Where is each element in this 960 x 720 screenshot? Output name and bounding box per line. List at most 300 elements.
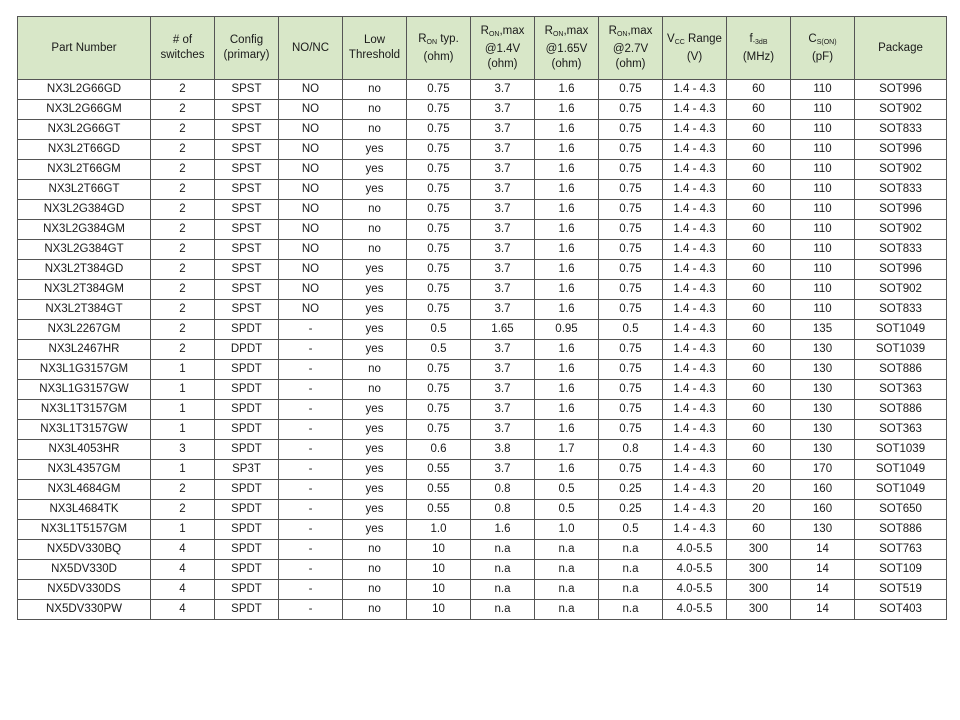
cell-low-threshold: no: [343, 600, 407, 620]
cell-nonc: NO: [279, 280, 343, 300]
cell-ron-max-1v65: 0.5: [535, 500, 599, 520]
cell-vcc-range: 1.4 - 4.3: [663, 260, 727, 280]
cell-cs-on: 130: [791, 520, 855, 540]
cell-package: SOT1049: [855, 480, 947, 500]
cell-cs-on: 110: [791, 80, 855, 100]
cell-ron-typ: 0.75: [407, 140, 471, 160]
table-row: [18, 260, 947, 280]
cell-ron-max-2v7: 0.75: [599, 140, 663, 160]
cell-package: SOT763: [855, 540, 947, 560]
cell-ron-max-1v65: 1.6: [535, 140, 599, 160]
cell-ron-max-2v7: 0.75: [599, 280, 663, 300]
cell-config: SPDT: [215, 580, 279, 600]
table-row: [18, 220, 947, 240]
cell-f3db: 60: [727, 520, 791, 540]
cell-low-threshold: no: [343, 80, 407, 100]
cell-ron-typ: 0.75: [407, 240, 471, 260]
cell-vcc-range: 1.4 - 4.3: [663, 340, 727, 360]
cell-f3db: 300: [727, 560, 791, 580]
cell-part-number: NX3L4357GM: [18, 460, 151, 480]
cell-ron-max-2v7: 0.75: [599, 160, 663, 180]
cell-cs-on: 110: [791, 300, 855, 320]
cell-package: SOT1039: [855, 440, 947, 460]
cell-vcc-range: 1.4 - 4.3: [663, 480, 727, 500]
cell-ron-max-1v4: 3.7: [471, 400, 535, 420]
cell-ron-max-2v7: 0.75: [599, 380, 663, 400]
cell-config: SPDT: [215, 440, 279, 460]
cell-ron-max-2v7: 0.75: [599, 220, 663, 240]
cell-cs-on: 14: [791, 580, 855, 600]
header-nonc: NO/NC: [279, 17, 343, 80]
cell-part-number: NX3L1G3157GM: [18, 360, 151, 380]
cell-nonc: -: [279, 380, 343, 400]
cell-ron-max-1v4: 3.7: [471, 280, 535, 300]
cell-package: SOT1039: [855, 340, 947, 360]
cell-ron-max-1v4: 3.7: [471, 100, 535, 120]
cell-ron-max-2v7: 0.75: [599, 80, 663, 100]
cell-ron-max-1v65: 1.6: [535, 240, 599, 260]
cell-switches: 2: [151, 240, 215, 260]
cell-ron-max-1v4: 1.65: [471, 320, 535, 340]
cell-ron-max-1v65: 1.6: [535, 400, 599, 420]
cell-low-threshold: yes: [343, 500, 407, 520]
cell-ron-typ: 0.75: [407, 80, 471, 100]
cell-ron-max-1v65: 1.6: [535, 80, 599, 100]
cell-ron-max-1v4: 3.7: [471, 460, 535, 480]
cell-part-number: NX3L1T5157GM: [18, 520, 151, 540]
cell-vcc-range: 1.4 - 4.3: [663, 420, 727, 440]
cell-low-threshold: no: [343, 580, 407, 600]
cell-part-number: NX3L4684GM: [18, 480, 151, 500]
table-row: [18, 380, 947, 400]
cell-ron-typ: 0.75: [407, 220, 471, 240]
cell-package: SOT833: [855, 180, 947, 200]
cell-cs-on: 110: [791, 240, 855, 260]
cell-cs-on: 130: [791, 360, 855, 380]
cell-vcc-range: 4.0-5.5: [663, 540, 727, 560]
cell-package: SOT886: [855, 360, 947, 380]
cell-switches: 1: [151, 400, 215, 420]
cell-ron-max-1v4: 3.7: [471, 360, 535, 380]
cell-nonc: -: [279, 400, 343, 420]
cell-ron-typ: 0.75: [407, 200, 471, 220]
cell-low-threshold: yes: [343, 300, 407, 320]
cell-part-number: NX3L1T3157GM: [18, 400, 151, 420]
cell-ron-max-1v65: 1.6: [535, 460, 599, 480]
cell-nonc: -: [279, 360, 343, 380]
cell-nonc: NO: [279, 140, 343, 160]
cell-ron-max-2v7: 0.75: [599, 180, 663, 200]
cell-switches: 2: [151, 500, 215, 520]
cell-config: SPDT: [215, 360, 279, 380]
cell-ron-max-1v4: n.a: [471, 580, 535, 600]
table-row: [18, 520, 947, 540]
cell-ron-max-2v7: 0.5: [599, 320, 663, 340]
cell-cs-on: 130: [791, 400, 855, 420]
cell-ron-max-1v4: n.a: [471, 600, 535, 620]
cell-low-threshold: no: [343, 200, 407, 220]
cell-nonc: NO: [279, 80, 343, 100]
cell-ron-max-2v7: 0.25: [599, 480, 663, 500]
cell-ron-typ: 10: [407, 540, 471, 560]
header-ron-max-2v7: $R_{ON},\max$ @2.7V (ohm): [599, 17, 663, 80]
cell-switches: 2: [151, 280, 215, 300]
cell-config: SPDT: [215, 560, 279, 580]
cell-part-number: NX5DV330D: [18, 560, 151, 580]
cell-nonc: NO: [279, 300, 343, 320]
cell-ron-max-1v4: 0.8: [471, 500, 535, 520]
header-package: Package: [855, 17, 947, 80]
header-ron-max-1v65: $R_{ON},\max$ @1.65V (ohm): [535, 17, 599, 80]
cell-ron-max-1v4: 1.6: [471, 520, 535, 540]
header-config: Config (primary): [215, 17, 279, 80]
cell-switches: 2: [151, 340, 215, 360]
cell-cs-on: 110: [791, 280, 855, 300]
cell-ron-typ: 0.55: [407, 480, 471, 500]
cell-f3db: 60: [727, 140, 791, 160]
cell-part-number: NX5DV330DS: [18, 580, 151, 600]
cell-switches: 2: [151, 80, 215, 100]
cell-cs-on: 135: [791, 320, 855, 340]
cell-ron-max-2v7: 0.75: [599, 420, 663, 440]
cell-ron-typ: 0.75: [407, 260, 471, 280]
cell-config: SPDT: [215, 320, 279, 340]
cell-ron-max-1v4: 3.7: [471, 240, 535, 260]
table-row: [18, 300, 947, 320]
cell-low-threshold: yes: [343, 160, 407, 180]
cell-ron-max-2v7: n.a: [599, 540, 663, 560]
cell-vcc-range: 1.4 - 4.3: [663, 300, 727, 320]
cell-ron-max-1v4: 3.7: [471, 380, 535, 400]
cell-nonc: -: [279, 320, 343, 340]
cell-low-threshold: no: [343, 100, 407, 120]
cell-nonc: -: [279, 600, 343, 620]
cell-vcc-range: 1.4 - 4.3: [663, 460, 727, 480]
cell-config: DPDT: [215, 340, 279, 360]
cell-low-threshold: yes: [343, 480, 407, 500]
cell-package: SOT902: [855, 220, 947, 240]
cell-switches: 2: [151, 200, 215, 220]
cell-package: SOT363: [855, 420, 947, 440]
cell-nonc: NO: [279, 120, 343, 140]
table-row: [18, 360, 947, 380]
cell-part-number: NX3L1T3157GW: [18, 420, 151, 440]
cell-package: SOT109: [855, 560, 947, 580]
cell-package: SOT650: [855, 500, 947, 520]
cell-config: SPST: [215, 200, 279, 220]
cell-ron-max-2v7: 0.75: [599, 460, 663, 480]
cell-ron-typ: 0.75: [407, 100, 471, 120]
header-cs-on: $C_{S(ON)}$ (pF): [791, 17, 855, 80]
cell-nonc: -: [279, 440, 343, 460]
cell-vcc-range: 1.4 - 4.3: [663, 500, 727, 520]
cell-low-threshold: yes: [343, 320, 407, 340]
cell-low-threshold: yes: [343, 520, 407, 540]
cell-ron-max-2v7: 0.75: [599, 200, 663, 220]
cell-ron-max-1v65: 1.6: [535, 300, 599, 320]
cell-ron-max-1v65: n.a: [535, 580, 599, 600]
table-row: [18, 580, 947, 600]
cell-config: SPST: [215, 180, 279, 200]
cell-switches: 2: [151, 220, 215, 240]
cell-vcc-range: 1.4 - 4.3: [663, 160, 727, 180]
cell-f3db: 60: [727, 420, 791, 440]
cell-cs-on: 130: [791, 440, 855, 460]
cell-part-number: NX3L2G66GM: [18, 100, 151, 120]
cell-switches: 2: [151, 120, 215, 140]
cell-ron-max-1v4: 3.7: [471, 200, 535, 220]
cell-ron-max-2v7: 0.5: [599, 520, 663, 540]
cell-nonc: NO: [279, 180, 343, 200]
cell-low-threshold: no: [343, 560, 407, 580]
cell-ron-max-1v4: 3.7: [471, 340, 535, 360]
cell-f3db: 60: [727, 460, 791, 480]
cell-f3db: 60: [727, 100, 791, 120]
cell-vcc-range: 1.4 - 4.3: [663, 400, 727, 420]
cell-ron-max-1v65: 1.0: [535, 520, 599, 540]
cell-package: SOT1049: [855, 460, 947, 480]
cell-nonc: -: [279, 540, 343, 560]
cell-package: SOT902: [855, 100, 947, 120]
cell-low-threshold: no: [343, 240, 407, 260]
cell-package: SOT833: [855, 300, 947, 320]
cell-switches: 1: [151, 520, 215, 540]
cell-part-number: NX3L2T384GM: [18, 280, 151, 300]
cell-low-threshold: yes: [343, 460, 407, 480]
cell-ron-typ: 0.75: [407, 180, 471, 200]
cell-ron-typ: 10: [407, 600, 471, 620]
cell-part-number: NX5DV330PW: [18, 600, 151, 620]
cell-ron-max-1v4: 3.7: [471, 220, 535, 240]
cell-vcc-range: 4.0-5.5: [663, 580, 727, 600]
cell-config: SPST: [215, 100, 279, 120]
cell-cs-on: 110: [791, 200, 855, 220]
cell-switches: 2: [151, 140, 215, 160]
cell-config: SPDT: [215, 600, 279, 620]
cell-f3db: 60: [727, 280, 791, 300]
table-row: [18, 80, 947, 100]
cell-nonc: -: [279, 480, 343, 500]
cell-package: SOT363: [855, 380, 947, 400]
cell-cs-on: 110: [791, 140, 855, 160]
cell-f3db: 60: [727, 240, 791, 260]
cell-ron-typ: 0.5: [407, 340, 471, 360]
cell-f3db: 60: [727, 300, 791, 320]
cell-f3db: 60: [727, 260, 791, 280]
cell-ron-typ: 10: [407, 580, 471, 600]
cell-ron-max-2v7: 0.75: [599, 100, 663, 120]
cell-vcc-range: 1.4 - 4.3: [663, 180, 727, 200]
cell-low-threshold: no: [343, 220, 407, 240]
cell-ron-max-1v65: 1.6: [535, 360, 599, 380]
cell-ron-max-1v4: n.a: [471, 560, 535, 580]
cell-package: SOT519: [855, 580, 947, 600]
cell-ron-typ: 0.75: [407, 420, 471, 440]
cell-package: SOT833: [855, 240, 947, 260]
cell-ron-max-1v65: 1.6: [535, 160, 599, 180]
cell-ron-max-1v4: 3.7: [471, 180, 535, 200]
cell-ron-max-2v7: 0.75: [599, 340, 663, 360]
cell-low-threshold: yes: [343, 260, 407, 280]
table-row: [18, 280, 947, 300]
cell-ron-max-1v4: 3.7: [471, 140, 535, 160]
cell-vcc-range: 1.4 - 4.3: [663, 440, 727, 460]
cell-vcc-range: 1.4 - 4.3: [663, 200, 727, 220]
cell-switches: 4: [151, 580, 215, 600]
cell-nonc: -: [279, 520, 343, 540]
cell-ron-max-1v4: 3.7: [471, 80, 535, 100]
cell-ron-max-2v7: 0.75: [599, 260, 663, 280]
cell-low-threshold: yes: [343, 180, 407, 200]
cell-f3db: 60: [727, 320, 791, 340]
cell-nonc: NO: [279, 160, 343, 180]
cell-vcc-range: 4.0-5.5: [663, 600, 727, 620]
cell-ron-max-1v65: 1.7: [535, 440, 599, 460]
cell-f3db: 60: [727, 160, 791, 180]
table-body: [18, 80, 947, 620]
switch-spec-table: [17, 16, 947, 620]
cell-vcc-range: 1.4 - 4.3: [663, 520, 727, 540]
cell-vcc-range: 1.4 - 4.3: [663, 220, 727, 240]
cell-f3db: 60: [727, 340, 791, 360]
cell-ron-max-1v4: 3.7: [471, 260, 535, 280]
cell-low-threshold: yes: [343, 340, 407, 360]
cell-package: SOT996: [855, 200, 947, 220]
cell-part-number: NX3L2G66GT: [18, 120, 151, 140]
cell-config: SPST: [215, 140, 279, 160]
cell-low-threshold: yes: [343, 140, 407, 160]
cell-vcc-range: 4.0-5.5: [663, 560, 727, 580]
cell-cs-on: 110: [791, 160, 855, 180]
cell-ron-max-2v7: n.a: [599, 580, 663, 600]
table-row: [18, 200, 947, 220]
cell-low-threshold: yes: [343, 420, 407, 440]
cell-ron-max-1v4: 3.7: [471, 300, 535, 320]
cell-switches: 2: [151, 260, 215, 280]
header-row: [18, 17, 947, 80]
cell-part-number: NX5DV330BQ: [18, 540, 151, 560]
cell-switches: 1: [151, 460, 215, 480]
table-row: [18, 460, 947, 480]
cell-low-threshold: yes: [343, 400, 407, 420]
cell-vcc-range: 1.4 - 4.3: [663, 100, 727, 120]
cell-cs-on: 170: [791, 460, 855, 480]
cell-config: SPST: [215, 280, 279, 300]
cell-ron-max-1v65: 1.6: [535, 100, 599, 120]
cell-vcc-range: 1.4 - 4.3: [663, 140, 727, 160]
table-row: [18, 160, 947, 180]
cell-nonc: -: [279, 500, 343, 520]
cell-nonc: -: [279, 460, 343, 480]
cell-ron-max-2v7: n.a: [599, 560, 663, 580]
table-row: [18, 600, 947, 620]
cell-config: SPST: [215, 220, 279, 240]
cell-f3db: 300: [727, 540, 791, 560]
cell-cs-on: 110: [791, 180, 855, 200]
cell-f3db: 20: [727, 480, 791, 500]
cell-ron-max-1v4: n.a: [471, 540, 535, 560]
cell-ron-max-1v65: 1.6: [535, 260, 599, 280]
cell-ron-typ: 0.75: [407, 160, 471, 180]
cell-f3db: 60: [727, 200, 791, 220]
cell-ron-max-1v65: 1.6: [535, 420, 599, 440]
cell-switches: 4: [151, 560, 215, 580]
cell-nonc: NO: [279, 100, 343, 120]
cell-config: SPST: [215, 240, 279, 260]
cell-config: SPDT: [215, 520, 279, 540]
cell-switches: 2: [151, 480, 215, 500]
cell-ron-max-2v7: n.a: [599, 600, 663, 620]
header-part-number: Part Number: [18, 17, 151, 80]
cell-cs-on: 130: [791, 420, 855, 440]
cell-part-number: NX3L2T66GD: [18, 140, 151, 160]
cell-switches: 1: [151, 420, 215, 440]
cell-ron-max-1v4: 3.8: [471, 440, 535, 460]
cell-config: SPDT: [215, 540, 279, 560]
cell-ron-max-1v65: 1.6: [535, 200, 599, 220]
cell-vcc-range: 1.4 - 4.3: [663, 320, 727, 340]
cell-nonc: NO: [279, 220, 343, 240]
cell-switches: 4: [151, 540, 215, 560]
header-f3db: $f_{-3dB}$ (MHz): [727, 17, 791, 80]
cell-vcc-range: 1.4 - 4.3: [663, 360, 727, 380]
table-row: [18, 560, 947, 580]
cell-package: SOT886: [855, 520, 947, 540]
cell-config: SPST: [215, 120, 279, 140]
cell-f3db: 300: [727, 600, 791, 620]
cell-f3db: 300: [727, 580, 791, 600]
cell-package: SOT902: [855, 160, 947, 180]
cell-ron-typ: 0.75: [407, 360, 471, 380]
cell-f3db: 60: [727, 360, 791, 380]
table-row: [18, 320, 947, 340]
cell-ron-max-1v4: 3.7: [471, 160, 535, 180]
cell-part-number: NX3L4684TK: [18, 500, 151, 520]
cell-cs-on: 14: [791, 600, 855, 620]
cell-switches: 3: [151, 440, 215, 460]
header-ron-max-1v4: $R_{ON},\max$ @1.4V (ohm): [471, 17, 535, 80]
cell-part-number: NX3L1G3157GW: [18, 380, 151, 400]
cell-package: SOT902: [855, 280, 947, 300]
cell-config: SPDT: [215, 500, 279, 520]
cell-part-number: NX3L2G384GT: [18, 240, 151, 260]
cell-package: SOT996: [855, 80, 947, 100]
cell-ron-max-1v65: 1.6: [535, 220, 599, 240]
cell-f3db: 60: [727, 440, 791, 460]
cell-ron-typ: 0.75: [407, 280, 471, 300]
cell-f3db: 60: [727, 380, 791, 400]
cell-ron-max-1v65: 0.95: [535, 320, 599, 340]
cell-part-number: NX3L2467HR: [18, 340, 151, 360]
cell-switches: 2: [151, 100, 215, 120]
table-row: [18, 480, 947, 500]
cell-nonc: NO: [279, 260, 343, 280]
cell-f3db: 60: [727, 180, 791, 200]
cell-vcc-range: 1.4 - 4.3: [663, 380, 727, 400]
cell-switches: 2: [151, 180, 215, 200]
cell-part-number: NX3L2T66GM: [18, 160, 151, 180]
cell-ron-max-2v7: 0.25: [599, 500, 663, 520]
cell-ron-max-1v65: 1.6: [535, 280, 599, 300]
cell-cs-on: 14: [791, 540, 855, 560]
cell-ron-typ: 0.75: [407, 300, 471, 320]
cell-cs-on: 130: [791, 380, 855, 400]
cell-ron-max-1v65: 1.6: [535, 380, 599, 400]
cell-config: SPST: [215, 80, 279, 100]
cell-part-number: NX3L2T384GT: [18, 300, 151, 320]
cell-config: SPDT: [215, 480, 279, 500]
table-row: [18, 540, 947, 560]
